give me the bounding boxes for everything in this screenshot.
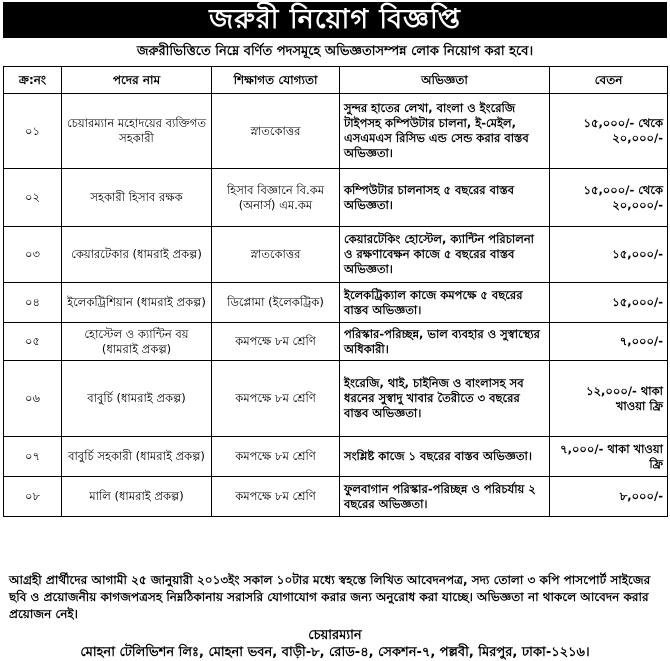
- cell-serial: ০২: [4, 169, 62, 227]
- cell-post: বাবুর্চি সহকারী (ধামরাই প্রকল্প): [62, 437, 212, 477]
- cell-education: স্নাতকোত্তর: [212, 94, 340, 169]
- table-row: [4, 169, 668, 227]
- cell-post: সহকারী হিসাব রক্ষক: [62, 169, 212, 227]
- cell-salary: ১২,০০০/- থাকা খাওয়া ফ্রি: [550, 361, 668, 437]
- cell-experience: কেয়ারটেকিং হোস্টেল, ক্যান্টিন পরিচালনা ও রক্ষণাবেক্ষন কাজে ৫ বছরের বাস্তব অভিজ্ঞতা।: [340, 227, 550, 283]
- cell-salary: ১৫,০০০/-: [550, 227, 668, 283]
- cell-post: বাবুর্চি (ধামরাই প্রকল্প): [62, 361, 212, 437]
- header-experience: অভিজ্ঞতা: [340, 67, 550, 94]
- table-row: [4, 227, 668, 283]
- header-post: পদের নাম: [62, 67, 212, 94]
- cell-education: কমপক্ষে ৮ম শ্রেণি: [212, 361, 340, 437]
- cell-experience: সুন্দর হাতের লেখা, বাংলা ও ইংরেজি টাইপসহ কম্পিউটার চালনা, ই-মেইল, এসএমএস রিসিভ এন্ড সেন্ড করার বাস্তব অভিজ্ঞতা।: [340, 94, 550, 169]
- cell-experience: ইলেকট্রিক্যাল কাজে কমপক্ষে ৫ বছরের বাস্তব অভিজ্ঞতা।: [340, 283, 550, 323]
- table-row: [4, 94, 668, 169]
- banner-title: জরুরী নিয়োগ বিজ্ঞপ্তি: [3, 2, 667, 38]
- cell-serial: ০১: [4, 94, 62, 169]
- company-address: মোহনা টেলিভিশন লিঃ, মোহনা ভবন, বাড়ী-৮, রোড-৪, সেকশন-৭, পল্লবী, মিরপুর, ঢাকা-১২১৬।: [80, 645, 590, 660]
- table-row: [4, 283, 668, 323]
- table-header-row: [4, 67, 668, 94]
- cell-post: হোস্টেল ও ক্যান্টিন বয় (ধামরাই প্রকল্প): [62, 323, 212, 361]
- cell-education: স্নাতকোত্তর: [212, 227, 340, 283]
- cell-education: কমপক্ষে ৮ম শ্রেণি: [212, 323, 340, 361]
- cell-experience: পরিস্কার-পরিচ্ছন্ন, ভাল ব্যবহার ও সুস্বাস্থ্যের অধিকারী।: [340, 323, 550, 361]
- cell-experience: সংশ্লিষ্ট কাজে ১ বছরের বাস্তব অভিজ্ঞতা।: [340, 437, 550, 477]
- jobs-table: [3, 66, 668, 517]
- job-advertisement: [3, 2, 667, 660]
- header-salary: বেতন: [550, 67, 668, 94]
- cell-experience: ফুলবাগান পরিস্কার-পরিচ্ছন্ন ও পরিচর্যায় ২ বছরের অভিজ্ঞতা।: [340, 477, 550, 517]
- cell-salary: ১৫,০০০/- থেকে ২০,০০০/-: [550, 169, 668, 227]
- cell-post: মালি (ধামরাই প্রকল্প): [62, 477, 212, 517]
- footer: [3, 570, 667, 661]
- signatory: চেয়ারম্যান: [308, 628, 362, 643]
- cell-salary: ৭,০০০/-: [550, 323, 668, 361]
- application-instructions: আগ্রহী প্রার্থীদের আগামী ২৫ জানুয়ারী ২০১৩ইং সকাল ১০টার মধ্যে স্বহস্তে লিখিত আবেদনপত্র, সদ্য তোলা ৩ কপি পাসপোর্ট সাইজের ছবি ও প্রয়োজনীয় কাগজপত্রসহ নিম্নঠিকানায় সরাসরি যোগাযোগ করার জন্য অনুরোধ করা যাচ্ছে। অভিজ্ঞতা না থাকলে আবেদন করার প্রয়োজন নেই।: [9, 573, 651, 621]
- table-row: [4, 361, 668, 437]
- cell-salary: ৮,০০০/-: [550, 477, 668, 517]
- cell-serial: ০৪: [4, 283, 62, 323]
- cell-salary: ১৫,০০০/-: [550, 283, 668, 323]
- cell-education: কমপক্ষে ৮ম শ্রেণি: [212, 437, 340, 477]
- intro-text: জরুরীভিত্তিতে নিম্নে বর্ণিত পদসমূহে অভিজ্ঞতাসম্পন্ন লোক নিয়োগ করা হবে।: [136, 44, 534, 59]
- cell-education: ডিপ্লোমা (ইলেকট্রিক): [212, 283, 340, 323]
- cell-education: কমপক্ষে ৮ম শ্রেণি: [212, 477, 340, 517]
- cell-serial: ০৬: [4, 361, 62, 437]
- cell-experience: কম্পিউটার চালনাসহ ৫ বছরের বাস্তব অভিজ্ঞতা।: [340, 169, 550, 227]
- cell-serial: ০৭: [4, 437, 62, 477]
- table-row: [4, 437, 668, 477]
- table-row: [4, 323, 668, 361]
- cell-post: চেয়ারম্যান মহোদয়ের ব্যক্তিগত সহকারী: [62, 94, 212, 169]
- cell-post: কেয়ারটেকার (ধামরাই প্রকল্প): [62, 227, 212, 283]
- cell-salary: ১৫,০০০/- থেকে ২০,০০০/-: [550, 94, 668, 169]
- cell-education: হিসাব বিজ্ঞানে বি.কম (অনার্স) এম.কম: [212, 169, 340, 227]
- header-education: শিক্ষাগত যোগ্যতা: [212, 67, 340, 94]
- cell-serial: ০৫: [4, 323, 62, 361]
- cell-experience: ইংরেজি, থাই, চাইনিজ ও বাংলাসহ সব ধরনের সুস্বাদু খাবার তৈরীতে ৩ বছরের বাস্তব অভিজ্ঞতা।: [340, 361, 550, 437]
- cell-serial: ০৮: [4, 477, 62, 517]
- cell-serial: ০৩: [4, 227, 62, 283]
- cell-salary: ৭,০০০/- থাকা খাওয়া ফ্রি: [550, 437, 668, 477]
- cell-post: ইলেকট্রিশিয়ান (ধামরাই প্রকল্প): [62, 283, 212, 323]
- table-row: [4, 477, 668, 517]
- header-serial: ক্র:নং: [4, 67, 62, 94]
